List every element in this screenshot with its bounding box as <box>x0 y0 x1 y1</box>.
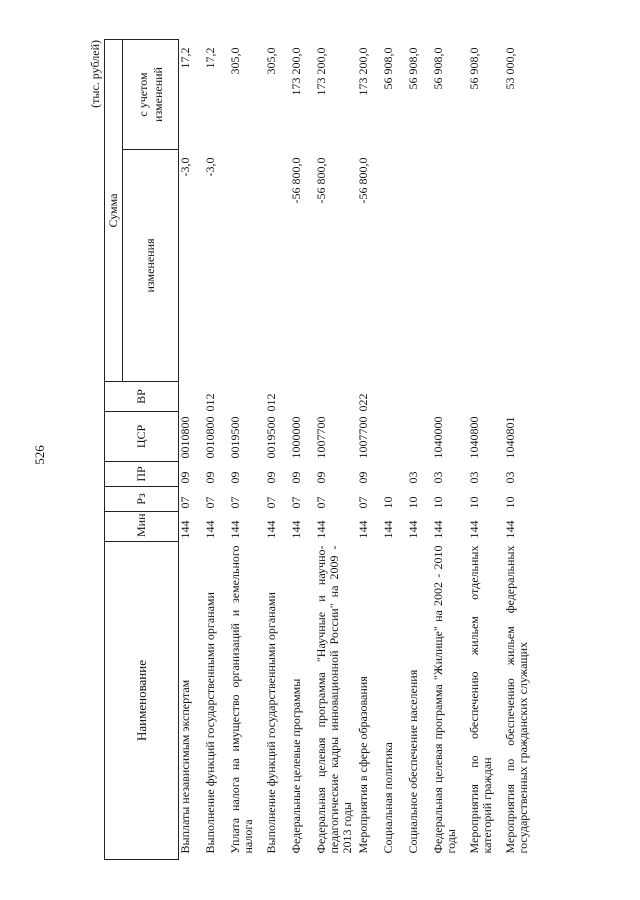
budget-table <box>104 39 540 860</box>
cell-pr: 09 <box>289 471 303 484</box>
table-row <box>179 39 205 859</box>
cell-min: 144 <box>356 520 370 539</box>
header-izmeneniya: изменения <box>123 150 179 382</box>
row-name: Мероприятия в сфере образования <box>356 676 370 854</box>
cell-min: 144 <box>467 520 481 539</box>
header-vr: ВР <box>105 382 179 412</box>
cell-pr: 03 <box>467 471 481 484</box>
header-rz: Рз <box>105 487 179 512</box>
cell-min: 144 <box>264 520 278 539</box>
cell-min: 144 <box>178 520 192 539</box>
cell-vr <box>315 382 357 412</box>
table-row <box>432 39 468 859</box>
cell-min: 144 <box>406 520 420 539</box>
table-row <box>315 39 357 859</box>
header-summa: Сумма <box>105 39 123 381</box>
cell-min: 144 <box>228 520 242 539</box>
cell-s-uchetom: 56 908,0 <box>467 47 481 90</box>
table-row <box>357 39 382 859</box>
header-name: Наименование <box>105 542 179 860</box>
units-label: (тыс. рублей) <box>88 40 102 108</box>
table-row <box>504 39 540 859</box>
cell-pr: 03 <box>431 471 445 484</box>
header-s-uchetom: с учетом изменений <box>123 39 179 149</box>
table-body <box>179 39 541 859</box>
cell-pr <box>382 462 407 487</box>
cell-csr: 1040800 <box>467 416 481 459</box>
cell-pr: 09 <box>178 471 192 484</box>
table-row <box>229 39 265 859</box>
cell-s-uchetom: 56 908,0 <box>431 47 445 90</box>
cell-csr: 1000000 <box>289 416 303 459</box>
cell-s-uchetom: 17,2 <box>178 47 192 69</box>
cell-s-uchetom: 56 908,0 <box>381 47 395 90</box>
cell-s-uchetom: 173 200,0 <box>289 47 303 96</box>
cell-csr: 0019500 <box>264 416 278 459</box>
page-number: 526 <box>32 445 47 465</box>
cell-csr: 1007700 <box>314 416 328 459</box>
row-name: Социальное обеспечение населения <box>406 669 420 854</box>
cell-vr: 022 <box>356 393 370 412</box>
cell-csr: 0019500 <box>228 416 242 459</box>
cell-s-uchetom: 173 200,0 <box>314 47 328 96</box>
cell-rz: 10 <box>503 496 517 509</box>
cell-vr <box>407 382 432 412</box>
row-name: Социальная политика <box>381 742 395 854</box>
cell-csr: 0010800 <box>203 416 217 459</box>
row-name: Выполнение функций государственными органами <box>264 592 278 854</box>
table-row <box>204 39 229 859</box>
cell-rz: 07 <box>228 496 242 509</box>
cell-csr: 1007700 <box>356 416 370 459</box>
cell-rz: 07 <box>203 496 217 509</box>
cell-min: 144 <box>503 520 517 539</box>
cell-csr <box>382 412 407 462</box>
row-name: Мероприятия по обеспечению жильем федеральных государственных гражданских служащих <box>503 545 530 854</box>
cell-s-uchetom: 56 908,0 <box>406 47 420 90</box>
cell-vr: 012 <box>203 393 217 412</box>
cell-izmeneniya <box>468 150 504 382</box>
cell-vr <box>382 382 407 412</box>
cell-s-uchetom: 173 200,0 <box>356 47 370 96</box>
cell-vr <box>290 382 315 412</box>
row-name: Уплата налога на имущество организаций и земельного налога <box>228 545 255 854</box>
cell-min: 144 <box>289 520 303 539</box>
row-name: Выплаты независимым экспертам <box>178 679 192 854</box>
cell-vr <box>179 382 205 412</box>
table-row <box>265 39 290 859</box>
cell-csr: 1040000 <box>431 416 445 459</box>
cell-izmeneniya <box>432 150 468 382</box>
cell-csr: 0010800 <box>178 416 192 459</box>
cell-izmeneniya: -3,0 <box>178 157 192 177</box>
cell-pr: 09 <box>314 471 328 484</box>
table-row <box>382 39 407 859</box>
cell-pr: 09 <box>356 471 370 484</box>
cell-izmeneniya: -56 800,0 <box>314 157 328 204</box>
cell-izmeneniya <box>265 150 290 382</box>
cell-min: 144 <box>431 520 445 539</box>
row-name: Мероприятия по обеспечению жильем отдельных категорий граждан <box>467 545 494 854</box>
cell-rz: 07 <box>289 496 303 509</box>
table-row <box>290 39 315 859</box>
row-name: Выполнение функций государственными органами <box>203 592 217 854</box>
cell-vr <box>468 382 504 412</box>
header-pr: ПР <box>105 462 179 487</box>
cell-izmeneniya <box>407 150 432 382</box>
cell-rz: 07 <box>314 496 328 509</box>
cell-rz: 10 <box>467 496 481 509</box>
cell-rz: 07 <box>356 496 370 509</box>
cell-pr: 09 <box>203 471 217 484</box>
cell-rz: 07 <box>264 496 278 509</box>
cell-rz: 07 <box>178 496 192 509</box>
cell-rz: 10 <box>381 496 395 509</box>
cell-vr <box>229 382 265 412</box>
cell-s-uchetom: 17,2 <box>203 47 217 69</box>
cell-vr <box>504 382 540 412</box>
row-name: Федеральная целевая программа "Научные и научно-педагогические кадры инновационной России" на 2009 - 2013 годы <box>314 545 354 854</box>
cell-izmeneniya: -3,0 <box>203 157 217 177</box>
table-row <box>468 39 504 859</box>
cell-s-uchetom: 53 000,0 <box>503 47 517 90</box>
cell-izmeneniya: -56 800,0 <box>289 157 303 204</box>
header-csr: ЦСР <box>105 412 179 462</box>
cell-s-uchetom: 305,0 <box>228 47 242 75</box>
cell-izmeneniya <box>229 150 265 382</box>
cell-rz: 10 <box>431 496 445 509</box>
cell-min: 144 <box>314 520 328 539</box>
cell-pr: 09 <box>264 471 278 484</box>
cell-pr: 03 <box>406 471 420 484</box>
cell-pr: 03 <box>503 471 517 484</box>
cell-vr: 012 <box>264 393 278 412</box>
cell-min: 144 <box>203 520 217 539</box>
row-name: Федеральные целевые программы <box>289 678 303 854</box>
header-min: Мин <box>105 512 179 542</box>
cell-csr: 1040801 <box>503 416 517 459</box>
rotated-page-content <box>70 40 570 860</box>
cell-rz: 10 <box>406 496 420 509</box>
cell-pr: 09 <box>228 471 242 484</box>
cell-s-uchetom: 305,0 <box>264 47 278 75</box>
cell-izmeneniya <box>382 150 407 382</box>
row-name: Федеральная целевая программа "Жилище" на 2002 - 2010 годы <box>431 545 458 854</box>
cell-izmeneniya <box>504 150 540 382</box>
cell-min: 144 <box>381 520 395 539</box>
cell-vr <box>432 382 468 412</box>
table-row <box>407 39 432 859</box>
cell-izmeneniya: -56 800,0 <box>356 157 370 204</box>
cell-csr <box>407 412 432 462</box>
